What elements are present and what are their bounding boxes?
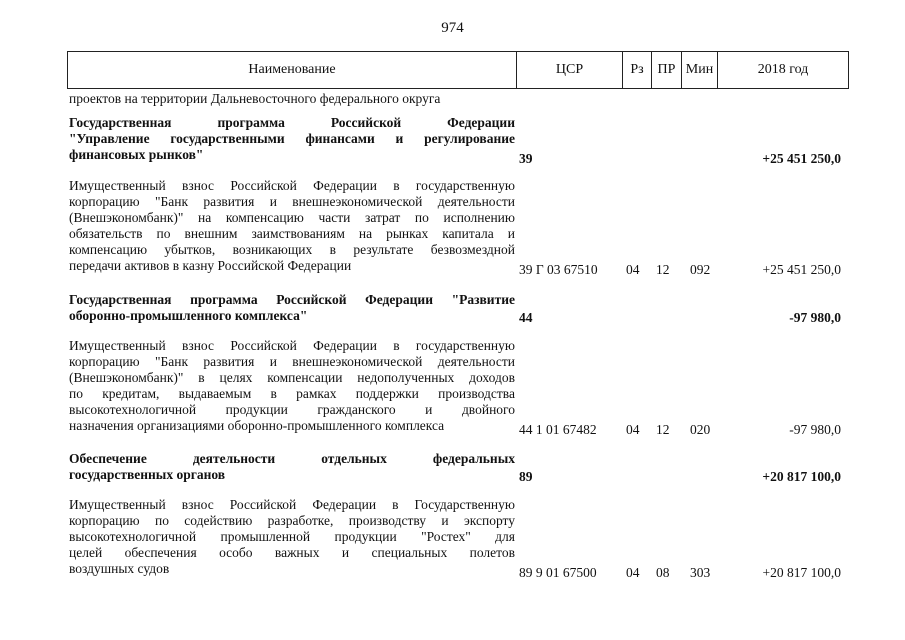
row-name [69,338,515,434]
table-row [69,338,849,437]
row-name-line: Имущественный взнос Российской Федерации в государственную [69,178,515,193]
row-name-line: передачи активов в казну Российской Федерации [69,258,352,273]
row-name-line: Государственная программа Российской Федерации "Развитие [69,292,515,307]
header-name: Наименование [68,52,517,88]
table-row [69,451,849,483]
page-number: 974 [441,20,464,36]
row-min: 092 [690,262,711,277]
row-csr: 44 [519,310,533,325]
row-pr: 08 [656,565,670,580]
table-row [69,497,849,580]
row-name-line: воздушных судов [69,561,170,576]
row-csr: 89 [519,469,533,484]
row-rz: 04 [626,422,640,437]
row-name-line: высокотехнологичной продукции гражданского и двойного [69,402,515,417]
row-name-line: (Внешэкономбанк)" на компенсацию части затрат по исполнению [69,210,515,225]
row-name-line: целей обеспечения особо важных и специальных полетов [69,545,515,560]
row-name-line: (Внешэкономбанк)" в целях компенсации недополученных доходов [69,370,515,385]
row-amount: -97 980,0 [789,310,841,325]
header-csr: ЦСР [517,52,623,88]
row-name [69,451,515,483]
row-name-line: оборонно-промышленного комплекса" [69,308,308,323]
table-header [67,51,849,89]
row-amount: +25 451 250,0 [762,262,841,277]
header-pr: ПР [652,52,682,88]
row-name-line: Государственная программа Российской Федерации [69,115,515,130]
row-name [69,497,515,577]
header-rz: Рз [623,52,652,88]
row-name-line: Имущественный взнос Российской Федерации в государственную [69,338,515,353]
row-name-line: Имущественный взнос Российской Федерации в Государственную [69,497,515,512]
header-min: Мин [682,52,718,88]
continuation-line: проектов на территории Дальневосточного федерального округа [69,91,441,106]
row-name-line: корпорацию "Банк развития и внешнеэкономической деятельности [69,194,515,209]
row-min: 303 [690,565,711,580]
row-csr: 39 Г 03 67510 [519,262,598,277]
row-csr: 44 1 01 67482 [519,422,597,437]
row-amount: +20 817 100,0 [762,469,841,484]
table-row [69,178,849,277]
row-amount: +25 451 250,0 [762,151,841,166]
row-min: 020 [690,422,711,437]
row-amount: -97 980,0 [789,422,841,437]
row-amount: +20 817 100,0 [762,565,841,580]
row-rz: 04 [626,565,640,580]
row-csr: 89 9 01 67500 [519,565,597,580]
row-name-line: по кредитам, выдаваемым в рамках поддержки производства [69,386,515,401]
table-row [69,292,849,324]
row-rz: 04 [626,262,640,277]
row-name-line: высокотехнологичной промышленной продукции "Ростех" для [69,529,515,544]
row-name-line: корпорацию "Банк развития и внешнеэкономической деятельности [69,354,515,369]
row-pr: 12 [656,262,670,277]
row-name [69,115,515,163]
row-name [69,178,515,274]
table-row [69,115,849,166]
row-name-line: финансовых рынков" [69,147,204,162]
row-name-line: компенсацию убытков, возникающих в результате безвозмездной [69,242,515,257]
row-name-line: государственных органов [69,467,226,482]
row-name [69,292,515,324]
row-name-line: корпорацию по содействию разработке, производству и экспорту [69,513,515,528]
row-name-line: обязательств по внешним заимствованиям на рынках капитала и [69,226,515,241]
header-year: 2018 год [757,62,809,77]
row-name-line: "Управление государственными финансами и регулирование [69,131,515,146]
row-csr: 39 [519,151,533,166]
row-pr: 12 [656,422,670,437]
row-name-line: Обеспечение деятельности отдельных федеральных [69,451,515,466]
row-name-line: назначения организациями оборонно-промышленного комплекса [69,418,445,433]
